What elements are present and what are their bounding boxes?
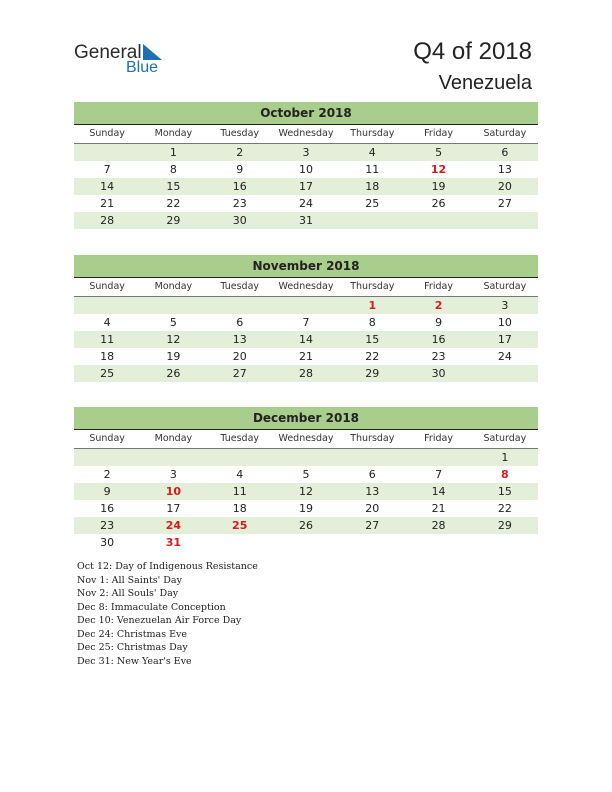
day-cell: 9 — [236, 163, 244, 176]
weekday-label: Friday — [405, 278, 471, 297]
day-cell: 21 — [100, 197, 115, 210]
day-cell: 10 — [298, 163, 313, 176]
day-cell: 8 — [368, 316, 376, 329]
day-cell: 18 — [232, 502, 247, 515]
day-cell: 2 — [207, 144, 273, 161]
day-cell: 8 — [169, 163, 177, 176]
day-cell: 30 — [100, 536, 115, 549]
day-cell: 6 — [472, 144, 538, 161]
day-cell: 13 — [339, 483, 405, 500]
day-cell: 7 — [103, 163, 111, 176]
day-cell: 24 — [140, 517, 206, 534]
day-cell: 5 — [405, 144, 471, 161]
day-cell: 18 — [100, 350, 115, 363]
day-cell: 23 — [74, 517, 140, 534]
day-cell: 13 — [497, 163, 512, 176]
holiday-note: Oct 12: Day of Indigenous Resistance — [77, 561, 258, 572]
day-cell: 30 — [207, 212, 273, 229]
day-cell: 17 — [166, 502, 181, 515]
day-cell — [207, 297, 273, 314]
day-cell: 16 — [100, 502, 115, 515]
day-cell: 2 — [103, 468, 111, 481]
weekday-label: Wednesday — [273, 278, 339, 297]
day-cell: 13 — [207, 331, 273, 348]
day-cell: 29 — [140, 212, 206, 229]
day-cell: 7 — [435, 468, 443, 481]
country-name: Venezuela — [438, 72, 532, 94]
day-cell — [207, 534, 273, 551]
weekday-label: Sunday — [74, 430, 140, 449]
day-cell: 28 — [74, 212, 140, 229]
holiday-note: Dec 24: Christmas Eve — [77, 628, 188, 640]
day-cell: 21 — [298, 350, 313, 363]
weekday-label: Sunday — [74, 278, 140, 297]
day-cell: 25 — [74, 365, 140, 382]
day-cell: 14 — [405, 483, 471, 500]
logo-flag-icon — [143, 44, 163, 60]
day-cell: 31 — [165, 536, 182, 549]
day-cell: 27 — [339, 517, 405, 534]
day-cell — [472, 212, 538, 229]
holiday-note: Nov 1: All Saints' Day — [77, 574, 182, 586]
day-cell: 24 — [497, 350, 512, 363]
weekday-label: Friday — [405, 125, 471, 144]
day-cell: 26 — [273, 517, 339, 534]
day-cell: 4 — [236, 468, 244, 481]
day-cell: 30 — [405, 365, 471, 382]
day-cell: 19 — [405, 178, 471, 195]
day-cell: 20 — [232, 350, 247, 363]
day-cell — [140, 297, 206, 314]
weekday-label: Monday — [140, 430, 206, 449]
day-cell — [339, 534, 405, 551]
month-grid — [74, 278, 538, 382]
day-cell: 28 — [405, 517, 471, 534]
weekday-label: Saturday — [472, 278, 538, 297]
logo-word-blue: Blue — [126, 59, 159, 76]
day-cell: 25 — [207, 517, 273, 534]
weekday-label: Tuesday — [207, 125, 273, 144]
day-cell: 24 — [298, 197, 313, 210]
day-cell: 3 — [169, 468, 177, 481]
day-cell: 14 — [74, 178, 140, 195]
page-title: Q4 of 2018 — [413, 38, 532, 65]
day-cell: 27 — [497, 197, 512, 210]
day-cell: 12 — [430, 163, 447, 176]
day-cell: 23 — [431, 350, 446, 363]
day-cell: 1 — [339, 297, 405, 314]
day-cell: 6 — [368, 468, 376, 481]
day-cell: 26 — [140, 365, 206, 382]
day-cell: 2 — [405, 297, 471, 314]
weekday-label: Tuesday — [207, 278, 273, 297]
day-cell: 4 — [103, 316, 111, 329]
month-title: November 2018 — [74, 255, 538, 278]
day-cell: 12 — [140, 331, 206, 348]
day-cell: 3 — [472, 297, 538, 314]
day-cell: 4 — [339, 144, 405, 161]
day-cell — [472, 534, 538, 551]
day-cell: 5 — [302, 468, 310, 481]
day-cell — [339, 449, 405, 466]
day-cell: 17 — [273, 178, 339, 195]
day-cell: 7 — [302, 316, 310, 329]
day-cell: 1 — [140, 144, 206, 161]
day-cell: 9 — [74, 483, 140, 500]
day-cell — [405, 449, 471, 466]
holiday-note: Dec 25: Christmas Day — [77, 642, 188, 653]
day-cell: 8 — [501, 468, 509, 481]
day-cell: 19 — [298, 502, 313, 515]
day-cell: 9 — [435, 316, 443, 329]
day-cell — [207, 449, 273, 466]
weekday-label: Wednesday — [273, 430, 339, 449]
day-cell: 19 — [166, 350, 181, 363]
month-title: October 2018 — [74, 102, 538, 125]
weekday-label: Saturday — [472, 125, 538, 144]
day-cell: 3 — [273, 144, 339, 161]
day-cell: 20 — [472, 178, 538, 195]
weekday-label: Sunday — [74, 125, 140, 144]
day-cell — [74, 449, 140, 466]
day-cell — [405, 534, 471, 551]
weekday-label: Wednesday — [273, 125, 339, 144]
day-cell — [405, 212, 471, 229]
holiday-notes — [77, 560, 258, 668]
holiday-note: Dec 31: New Year's Eve — [77, 655, 192, 667]
day-cell: 15 — [472, 483, 538, 500]
day-cell: 14 — [273, 331, 339, 348]
day-cell: 22 — [365, 350, 380, 363]
weekday-label: Monday — [140, 125, 206, 144]
day-cell: 17 — [472, 331, 538, 348]
day-cell: 22 — [497, 502, 512, 515]
month-grid — [74, 430, 538, 551]
day-cell: 21 — [431, 502, 446, 515]
day-cell: 16 — [207, 178, 273, 195]
weekday-label: Thursday — [339, 125, 405, 144]
day-cell: 23 — [232, 197, 247, 210]
day-cell — [273, 297, 339, 314]
weekday-label: Thursday — [339, 430, 405, 449]
holiday-note: Dec 10: Venezuelan Air Force Day — [77, 615, 242, 626]
day-cell: 25 — [365, 197, 380, 210]
month-title: December 2018 — [74, 407, 538, 430]
day-cell — [140, 449, 206, 466]
weekday-label: Saturday — [472, 430, 538, 449]
day-cell: 20 — [365, 502, 380, 515]
day-cell: 11 — [365, 163, 380, 176]
month-grid — [74, 125, 538, 229]
weekday-label: Monday — [140, 278, 206, 297]
day-cell: 31 — [273, 212, 339, 229]
day-cell: 5 — [169, 316, 177, 329]
day-cell: 10 — [497, 316, 512, 329]
day-cell: 16 — [405, 331, 471, 348]
day-cell: 6 — [236, 316, 244, 329]
day-cell: 1 — [472, 449, 538, 466]
weekday-label: Friday — [405, 430, 471, 449]
day-cell: 10 — [140, 483, 206, 500]
weekday-label: Thursday — [339, 278, 405, 297]
logo-word-general: General — [74, 42, 142, 63]
day-cell: 28 — [273, 365, 339, 382]
day-cell: 11 — [207, 483, 273, 500]
day-cell: 26 — [431, 197, 446, 210]
day-cell — [472, 365, 538, 382]
day-cell — [339, 212, 405, 229]
holiday-note: Nov 2: All Souls' Day — [77, 588, 179, 599]
day-cell: 11 — [74, 331, 140, 348]
day-cell: 29 — [339, 365, 405, 382]
holiday-note: Dec 8: Immaculate Conception — [77, 601, 226, 613]
day-cell — [74, 144, 140, 161]
weekday-label: Tuesday — [207, 430, 273, 449]
day-cell: 27 — [207, 365, 273, 382]
day-cell: 29 — [472, 517, 538, 534]
day-cell — [273, 534, 339, 551]
month-calendar — [74, 407, 538, 551]
day-cell: 18 — [339, 178, 405, 195]
month-calendar — [74, 255, 538, 382]
month-calendar — [74, 102, 538, 229]
day-cell: 22 — [166, 197, 181, 210]
day-cell: 15 — [140, 178, 206, 195]
day-cell: 15 — [339, 331, 405, 348]
day-cell — [74, 297, 140, 314]
day-cell — [273, 449, 339, 466]
day-cell: 12 — [273, 483, 339, 500]
